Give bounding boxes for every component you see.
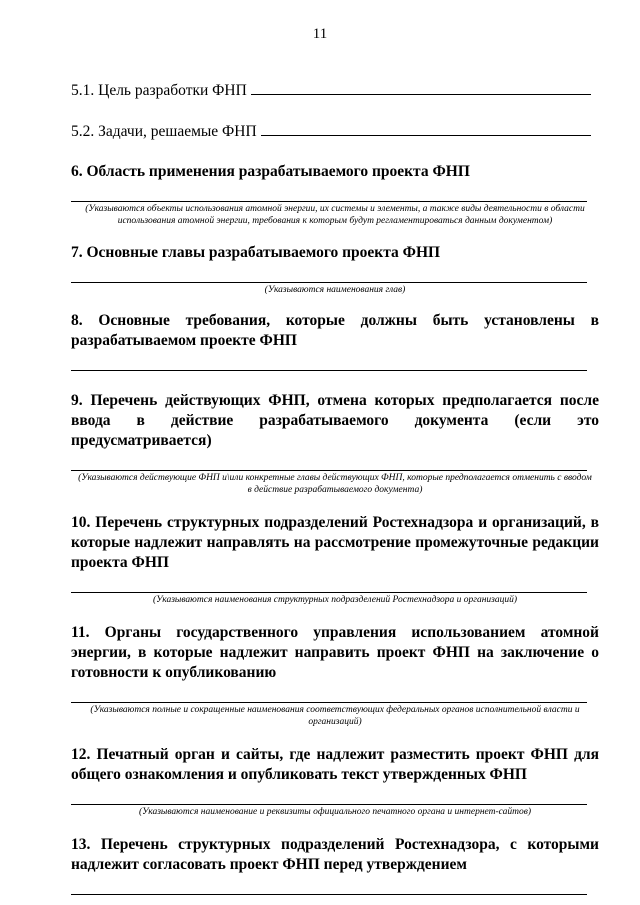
section-10-hint: (Указываются наименования структурных подразделений Ростехнадзора и организаций) [152,595,518,605]
section-10-title: 10. Перечень структурных подразделений Ростехнадзора и организаций, в которые надлежит направлять на рассмотрение промежуточные редакции проекта ФНП [71,514,599,571]
section-9-title: 9. Перечень действующих ФНП, отмена которых предполагается после ввода в действие разрабатываемого документа (если это предусматривается) [71,392,599,449]
section-8-input-line[interactable] [71,351,587,371]
section-11-hint: (Указываются полные и сокращенные наименования соответствующих федеральных органов исполнительной власти и организаций) [90,705,580,727]
section-9-input-line[interactable] [71,451,587,471]
tasks-input-line[interactable] [261,121,591,136]
section-9-hint: (Указываются действующие ФНП и\или конкретные главы действующих ФНП, которые предполагается отменить с вводом в действие разрабатываемого документа) [78,473,592,495]
form-content [71,80,599,895]
goal-input-line[interactable] [251,80,591,95]
subitem-goal-label: 5.1. Цель разработки ФНП [71,82,247,99]
section-8-title: 8. Основные требования, которые должны быть установлены в разрабатываемом проекте ФНП [71,312,599,349]
section-10-input-line[interactable] [71,573,587,593]
section-6-input-line[interactable] [71,182,587,202]
subitem-tasks-label: 5.2. Задачи, решаемые ФНП [71,123,257,140]
subitem-goal [71,80,599,101]
section-6-title: 6. Область применения разрабатываемого проекта ФНП [71,163,470,180]
section-13-title: 13. Перечень структурных подразделений Ростехнадзора, с которыми надлежит согласовать проект ФНП перед утверждением [71,836,599,873]
page-number: 11 [312,26,328,42]
section-11-input-line[interactable] [71,683,587,703]
subitem-tasks [71,121,599,142]
section-13-input-line[interactable] [71,875,587,895]
section-12-input-line[interactable] [71,785,587,805]
section-7-input-line[interactable] [71,263,587,283]
section-7-title: 7. Основные главы разрабатываемого проекта ФНП [71,244,441,261]
section-12-title: 12. Печатный орган и сайты, где надлежит разместить проект ФНП для общего ознакомления и опубликовать текст утвержденных ФНП [71,746,599,783]
section-6-hint: (Указываются объекты использования атомной энергии, их системы и элементы, а также виды деятельности в области использования атомной энергии, требования к которым будут регламентироваться данным документом) [85,204,585,226]
section-11-title: 11. Органы государственного управления использованием атомной энергии, в которые надлежит направить проект ФНП на заключение о готовности к опубликованию [71,624,599,681]
section-12-hint: (Указываются наименование и реквизиты официального печатного органа и интернет-сайтов) [138,807,532,817]
section-7-hint: (Указываются наименования глав) [264,285,406,295]
